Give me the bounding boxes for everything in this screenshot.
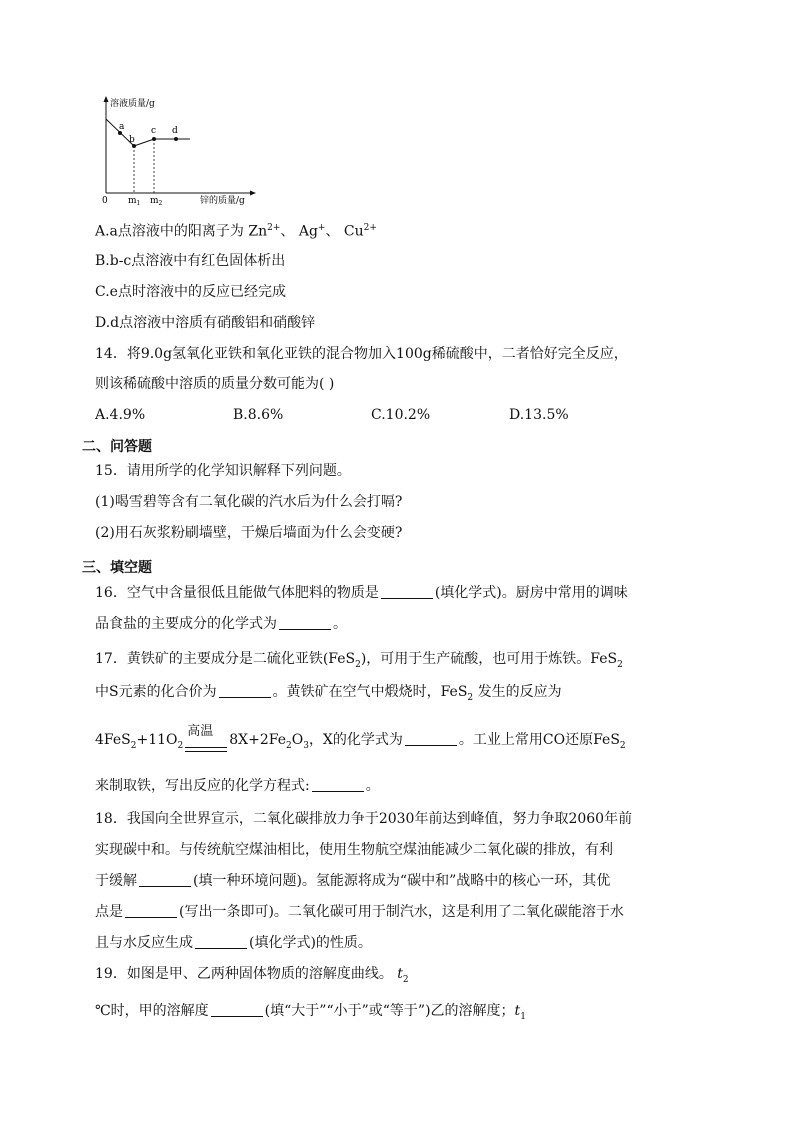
xlabel: 锌的质量/g (200, 196, 245, 206)
q17-line4: 来制取铁，写出反应的化学方程式: 。 (95, 778, 380, 794)
q18-blank-2 (125, 903, 177, 918)
q18-blank-3 (195, 934, 247, 949)
q18-line4: 点是 (写出一条即可)。二氧化碳可用于制汽水，这是利用了二氧化碳能溶于水 (95, 904, 624, 920)
point-a-label: a (119, 122, 125, 132)
point-d-label: d (172, 126, 178, 136)
q17-blank-2 (405, 731, 457, 746)
q15-line3: (2)用石灰浆粉刷墙壁，干燥后墙面为什么会变硬? (95, 525, 403, 541)
point-d-marker (174, 137, 178, 141)
q13-option-c: C.e点时溶液中的反应已经完成 (95, 284, 286, 300)
q14-line2: 则该稀硫酸中溶质的质量分数可能为( ) (95, 376, 335, 392)
q18-line1: 18．我国向全世界宣示，二氧化碳排放力争于2030年前达到峰值，努力争取2060年前 (95, 811, 633, 827)
q14-option-d: D.13.5% (509, 407, 569, 423)
section-3-heading: 三、填空题 (82, 560, 152, 576)
q16-line1: 16．空气中含量很低且能做气体肥料的物质是 (填化学式)。厨房中常用的调味 (95, 585, 628, 601)
section-2-heading: 二、问答题 (82, 439, 152, 455)
y-axis-arrow (104, 96, 109, 102)
q16-blank-1 (381, 584, 433, 599)
point-b-label: b (129, 135, 135, 145)
q13-option-b: B.b-c点溶液中有红色固体析出 (95, 253, 286, 269)
q17-line1: 17．黄铁矿的主要成分是二硫化亚铁(FeS$_2$)，可用于生产硫酸，也可用于炼铁。FeS$_2$ (95, 651, 623, 670)
q14-option-b: B.8.6% (233, 407, 284, 423)
q14-line1: 14．将9.0g氢氧化亚铁和氧化亚铁的混合物加入100g稀硫酸中，二者恰好完全反应， (95, 346, 628, 362)
q14-option-c: C.10.2% (371, 407, 431, 423)
q18-line3: 于缓解 (填一种环境问题)。氢能源将成为“碳中和”战略中的核心一环，其优 (95, 873, 611, 889)
q18-line2: 实现碳中和。与传统航空煤油相比，使用生物航空煤油能减少二氧化碳的排放，有利 (95, 842, 613, 858)
q16-line2: 品食盐的主要成分的化学式为 。 (95, 616, 347, 632)
q15-line2: (1)喝雪碧等含有二氧化碳的汽水后为什么会打嗝? (95, 494, 403, 510)
q15-line1: 15．请用所学的化学知识解释下列问题。 (95, 463, 351, 479)
tick-m2: $m_2$ (150, 196, 163, 207)
tick-m1: $m_1$ (128, 196, 141, 207)
ylabel: 溶液质量/g (110, 99, 155, 109)
q13-option-d: D.d点溶液中溶质有硝酸铝和硝酸锌 (95, 315, 316, 331)
q13-option-a: A.a点溶液中的阳离子为 $Zn^{2+}$、 Ag+、 $Cu^{2+}$ (95, 223, 377, 240)
q19-line1: 19．如图是甲、乙两种固体物质的溶解度曲线。 $t_2$ (95, 966, 409, 985)
origin-label: 0 (102, 196, 108, 206)
point-c-marker (152, 137, 156, 141)
zinc-solution-mass-graph (92, 95, 262, 207)
q14-options (95, 405, 647, 425)
point-c-label: c (151, 126, 157, 136)
q17-blank-1 (219, 683, 271, 698)
q18-blank-1 (139, 872, 191, 887)
reaction-condition-arrow: 高温 (183, 736, 229, 756)
x-axis-arrow (250, 191, 256, 196)
q14-option-a: A.4.9% (95, 407, 146, 423)
q19-blank-1 (211, 1002, 263, 1017)
q17-blank-3 (312, 777, 364, 792)
q16-blank-2 (279, 615, 331, 630)
q17-line2: 中S元素的化合价为 。黄铁矿在空气中煅烧时，FeS$_2$ 发生的反应为 (95, 684, 562, 703)
q19-line2: ℃时，甲的溶解度 (填“大于”“小于”或“等于”)乙的溶解度；$t_1$ (95, 1003, 526, 1022)
q18-line5: 且与水反应生成 (填化学式)的性质。 (95, 935, 372, 951)
q17-equation-line: $4FeS_2+11O_2$ 高温 $8X+2Fe_2O_3$，X的化学式为 。工业上常用CO还原FeS$_2$ (95, 730, 626, 756)
